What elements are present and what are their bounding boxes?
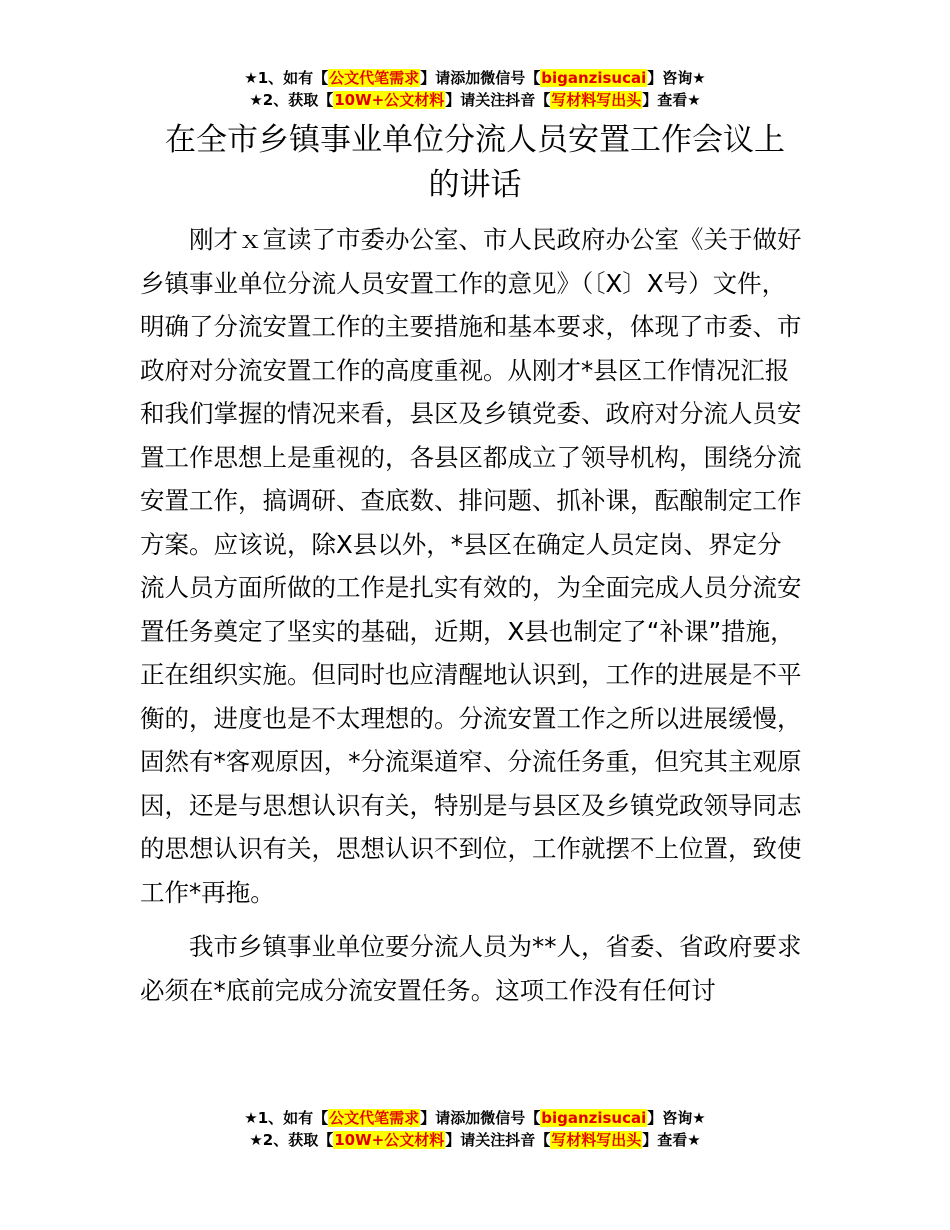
banner-highlight: biganzisucai	[541, 1109, 647, 1127]
banner-line-1	[0, 1107, 950, 1129]
banner-text: 】咨询★	[647, 1109, 706, 1127]
text-line: 和我们掌握的情况来看，县区及乡镇党委、政府对分流人员安	[140, 399, 802, 428]
text-line: 必须在*底前完成分流安置任务。这项工作没有任何讨	[140, 975, 716, 1005]
text-line: 因，还是与思想认识有关，特别是与县区及乡镇党政领导同志	[140, 790, 802, 820]
text-line: 明确了分流安置工作的主要措施和基本要求，体现了市委、市	[140, 312, 802, 341]
banner-text: 】咨询★	[647, 69, 706, 87]
text-line: 方案。应该说，除X县以外，*县区在确定人员定岗、界定分	[140, 529, 782, 559]
banner-highlight: 写材料写出头	[551, 91, 642, 109]
banner-text: 】查看★	[642, 91, 701, 109]
banner-highlight: 公文代笔需求	[329, 1109, 420, 1127]
title-line: 在全市乡镇事业单位分流人员安置工作会议上	[165, 122, 785, 158]
banner-line-2	[0, 89, 950, 111]
text-line: 置任务奠定了坚实的基础，近期，X县也制定了“补课”措施，	[140, 616, 795, 646]
banner-text: 】请关注抖音【	[445, 1131, 551, 1149]
document-body	[140, 218, 832, 1023]
title-line: 的讲话	[428, 167, 522, 203]
text-line: 流人员方面所做的工作是扎实有效的，为全面完成人员分流安	[140, 573, 802, 602]
document-title	[130, 118, 820, 208]
text-line: 乡镇事业单位分流人员安置工作的意见》（〔X〕X号）文件，	[140, 268, 787, 298]
text-line: 置工作思想上是重视的，各县区都成立了领导机构，围绕分流	[140, 442, 802, 472]
banner-text: 】查看★	[642, 1131, 701, 1149]
footer-banner	[0, 1107, 950, 1151]
text-line: 政府对分流安置工作的高度重视。从刚才*县区工作情况汇报	[140, 355, 790, 385]
banner-text: 】请关注抖音【	[445, 91, 551, 109]
banner-text: ★2、获取【	[249, 1131, 334, 1149]
banner-line-1	[0, 67, 950, 89]
banner-text: ★1、如有【	[244, 1109, 329, 1127]
text-line: 正在组织实施。但同时也应清醒地认识到，工作的进展是不平	[140, 660, 802, 689]
banner-highlight: 写材料写出头	[551, 1131, 642, 1149]
text-line: 我市乡镇事业单位要分流人员为**人，省委、省政府要求	[189, 932, 802, 961]
text-line: 衡的，进度也是不太理想的。分流安置工作之所以进展缓慢，	[140, 703, 802, 733]
header-banner	[0, 67, 950, 111]
paragraph-1	[140, 218, 832, 914]
banner-text: ★1、如有【	[244, 69, 329, 87]
paragraph-2	[140, 925, 832, 1012]
banner-text: 】请添加微信号【	[420, 69, 541, 87]
banner-line-2	[0, 1129, 950, 1151]
banner-highlight: biganzisucai	[541, 69, 647, 87]
text-line: 安置工作，搞调研、查底数、排问题、抓补课，酝酿制定工作	[140, 486, 802, 515]
banner-highlight: 公文代笔需求	[329, 69, 420, 87]
banner-text: ★2、获取【	[249, 91, 334, 109]
text-line: 刚才ｘ宣读了市委办公室、市人民政府办公室《关于做好	[189, 225, 802, 254]
banner-highlight: 10W+公文材料	[334, 1131, 445, 1149]
banner-text: 】请添加微信号【	[420, 1109, 541, 1127]
text-line: 固然有*客观原因，*分流渠道窄、分流任务重，但究其主观原	[140, 747, 802, 776]
text-line: 的思想认识有关，思想认识不到位，工作就摆不上位置，致使	[140, 834, 802, 863]
banner-highlight: 10W+公文材料	[334, 91, 445, 109]
text-line: 工作*再拖。	[140, 877, 275, 907]
